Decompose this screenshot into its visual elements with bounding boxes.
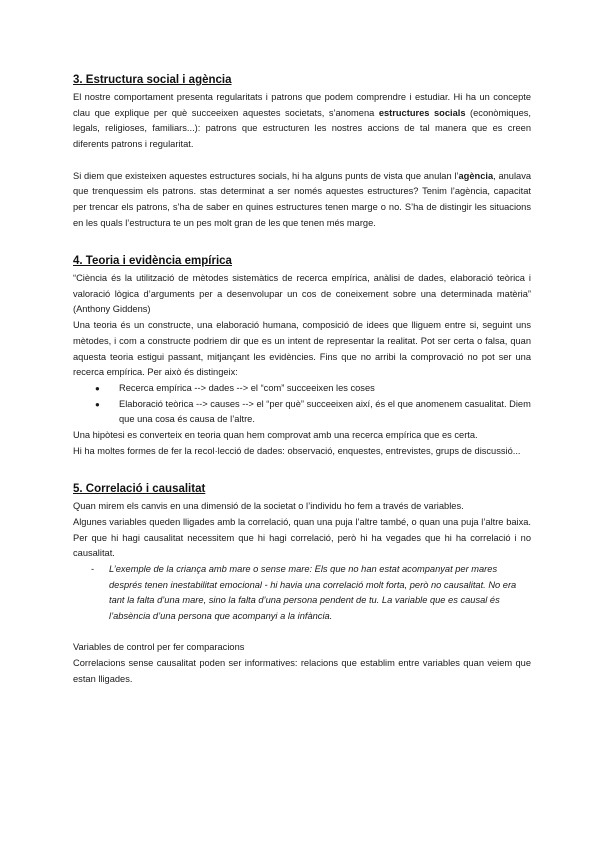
spacer: [73, 625, 531, 641]
section-5-paragraph-3: Variables de control per fer comparacions: [73, 642, 245, 653]
section-5-example: [73, 562, 531, 625]
section-3-p1-text-b: (econòmiques, legals, religioses, familiars...): patrons que estructuren les nostres accions de tal manera que es creen diferents patrons i regularitat.: [73, 107, 532, 150]
section-4-paragraph-3: Hi ha moltes formes de fer la recol·lecció de dades: observació, enquestes, entrevistes, grups de discussió...: [73, 445, 521, 456]
section-3-heading: 3. Estructura social i agència: [73, 74, 232, 86]
list-item-text: Recerca empírica --> dades --> el “com” succeeixen les coses: [119, 382, 375, 393]
section-5-paragraph-2: Algunes variables queden lligades amb la correlació, quan una puja l’altre també, o quan una puja l’altre baixa. Per que hi hagi causalitat necessitem que hi hagi correlació, però hi ha vegades que hi ha correlació i no causalitat.: [73, 516, 531, 559]
example-text: L’exemple de la criança amb mare o sense mare: Els que no han estat acompanyat per mares després tenen inestabilitat emocional - hi havia una correlació molt forta, però no causalitat. No era tant la falta d’una mare, sino la falta d’una persona pendent de tu. La variable que es causal és l’absència d’una persona que acompanyi a la infància.: [109, 563, 517, 622]
bullet-icon: ●: [95, 399, 100, 409]
section-3-p2-text-b: , anulava que trenquessim els patrons. stas determinat a ser només aquestes estructures? Tenim l’agència, capacitat per trencar els patrons, s’ha de saber en quines estructures tenen marge o no. S’ha de distingir les situacions en les quals l’estructura te un pes molt gran de les que tenen més marge.: [73, 170, 532, 228]
section-4-paragraph-2: Una hipòtesi es converteix en teoria quan hem comprovat amb una recerca empírica que es certa.: [73, 430, 478, 441]
section-3-p2-text-a: Si diem que existeixen aquestes estructures socials, hi ha alguns punts de vista que anulan l’: [73, 170, 459, 181]
dash-bullet-icon: -: [91, 563, 95, 574]
section-3-p1-text-a: El nostre comportament presenta regularitats i patrons que podem comprendre i estudiar. Hi ha un concepte clau que explique per què succeeixen aquestes societats, s’anomena: [73, 92, 531, 118]
section-4-paragraph-1: Una teoria és un constructe, una elaboració humana, composició de idees que lliguem entre si, seguint uns mètodes, i com a constructe podriem dir que es un intent de representar la realitat. Pot ser certa o falsa, quan aquesta teoria estigui passant, mitjançant les evidències. Fins que no arribi la comprovació no pot ser una recerca empírica. Per això és distingeix:: [73, 320, 531, 378]
section-5-heading: 5. Correlació i causalitat: [73, 483, 206, 496]
spacer: [73, 231, 531, 247]
section-4-bullet-list: [73, 381, 531, 428]
section-3-paragraph-2: [73, 169, 531, 232]
spacer: [73, 153, 531, 169]
spacer: [73, 459, 531, 475]
keyword-estructures-socials: estructures socials: [378, 107, 466, 118]
bullet-icon: ●: [95, 383, 100, 393]
list-item-text: Elaboració teòrica --> causes --> el “per què” succeeixen així, és el que anomenem casualitat. Diem que una cosa és causa de l’altre.: [119, 398, 531, 425]
section-4-quote: “Ciència és la utilització de mètodes sistemàtics de recerca empírica, anàlisi de dades, elaboració teòrica i valoració lògica d’arguments per a desenvolupar un cos de coneixement sobre una determinada matèria” (Anthony Giddens): [73, 273, 531, 315]
section-3-paragraph-1: [73, 90, 531, 153]
document-body: [73, 70, 531, 688]
section-5-paragraph-4: Correlacions sense causalitat poden ser informatives: relacions que establim entre variables quan veiem que estan lligades.: [73, 658, 531, 684]
section-5-paragraph-1: Quan mirem els canvis en una dimensió de la societat o l’individu ho fem a través de variables.: [73, 501, 464, 512]
section-4-heading: 4. Teoria i evidència empírica: [73, 255, 232, 267]
list-item: [95, 397, 531, 428]
list-item: [95, 381, 531, 397]
keyword-agencia: agència: [458, 170, 494, 181]
